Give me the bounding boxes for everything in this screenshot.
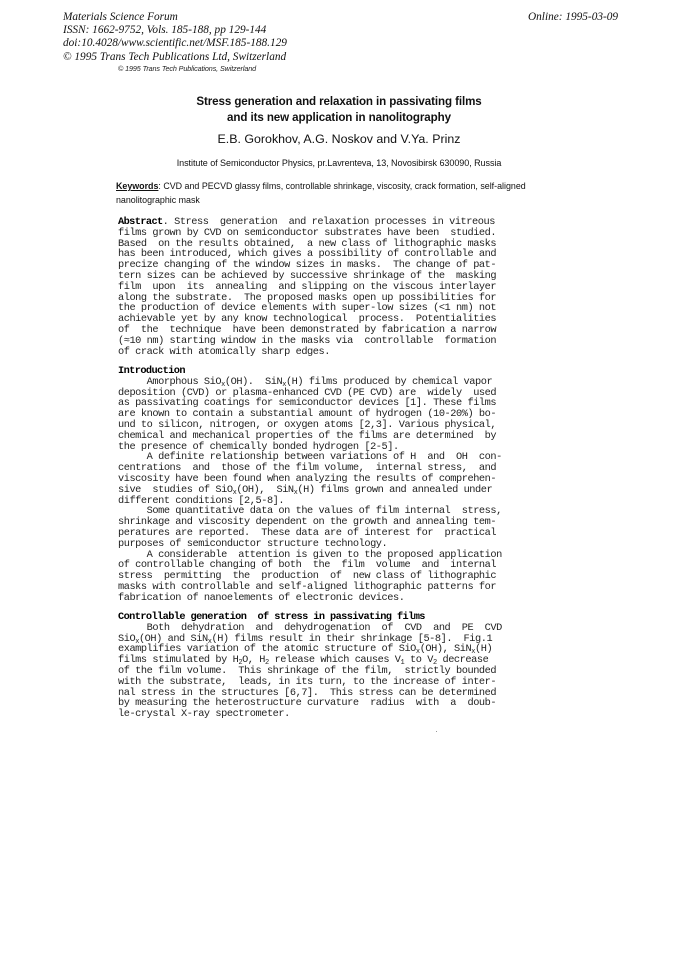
intro-line: chemical and mechanical properties of the films are determined by	[118, 429, 497, 442]
abstract-line: films grown by CVD on semiconductor substrates have been studied.	[118, 226, 497, 239]
keywords	[116, 180, 556, 207]
paper-affiliation: Institute of Semiconductor Physics, pr.Lavrenteva, 13, Novosibirsk 630090, Russia	[176, 158, 502, 168]
controllable-generation-section	[118, 612, 540, 720]
ctrl-line: examplifies variation of the atomic structure of SiO$_x$(OH), SiN$_x$(H)	[118, 643, 493, 657]
copyright-line: © 1995 Trans Tech Publications Ltd, Switzerland	[63, 50, 287, 63]
intro-line: the presence of chemically bonded hydrogen [2-5].	[118, 440, 399, 453]
intro-line: purposes of semiconductor structure technology.	[118, 537, 388, 550]
intro-line: are known to contain a substantial amount of hydrogen (10-20%) bo-	[118, 408, 497, 421]
abstract-line: film upon its annealing and slipping on the viscous interlayer	[118, 280, 497, 293]
small-copyright: © 1995 Trans Tech Publications, Switzerland	[118, 64, 257, 73]
abstract-line: has been introduced, which gives a possibility of controllable and	[118, 248, 497, 261]
ctrl-line: le-crystal X-ray spectrometer.	[118, 708, 290, 721]
abstract-line: Abstract. Stress generation and relaxation processes in vitreous	[118, 216, 495, 228]
issn-line: ISSN: 1662-9752, Vols. 185-188, pp 129-144	[63, 24, 267, 37]
paper-title	[0, 94, 678, 125]
online-date: Online: 1995-03-09	[528, 11, 619, 23]
intro-line: as passivating coatings for semiconductor devices [1]. These films	[118, 397, 497, 410]
intro-line: und to silicon, nitrogen, or oxygen atoms [2,3]. Various physical,	[118, 418, 497, 431]
intro-line: A considerable attention is given to the proposed application	[118, 548, 502, 561]
abstract-line: of the technique have been demonstrated by fabrication a narrow	[118, 323, 497, 336]
ctrl-line: films stimulated by $H_2O$, $H_2$ release which causes $V_1$ to $V_2$ decrease	[118, 654, 489, 668]
intro-line: sive studies of SiO$_x$(OH), SiN$_x$(H) films grown and annealed under	[118, 483, 493, 497]
ctrl-line: by measuring the heterostructure curvature radius with a doub-	[118, 697, 497, 710]
abstract-line: tern sizes can be achieved by successive shrinkage of the masking	[118, 269, 497, 282]
journal-header	[63, 11, 287, 64]
abstract-line: along the substrate. The proposed masks open up possibilities for	[118, 291, 497, 304]
abstract-line: the production of device elements with super-low sizes (<1 nm) not	[118, 302, 497, 315]
intro-line: of controllable changing of both the film volume and internal	[118, 559, 497, 572]
journal-name: Materials Science Forum	[63, 11, 178, 23]
scan-speck	[436, 731, 437, 732]
abstract-line: (≈10 nm) starting window in the masks via controllable formation	[118, 334, 497, 347]
introduction-heading: Introduction	[118, 365, 185, 377]
intro-line: peratures are reported. These data are of interest for practical	[118, 526, 497, 539]
keywords-text: : CVD and PECVD glassy films, controllable shrinkage, viscosity, crack formation, self-aligned nanolitographic mask	[116, 181, 526, 205]
abstract-line: Based on the results obtained, a new class of lithographic masks	[118, 237, 497, 250]
intro-line: Amorphous SiO$_x$(OH). SiN$_x$(H) films produced by chemical vapor	[118, 375, 493, 389]
abstract-label: Abstract	[118, 216, 163, 228]
intro-line: A definite relationship between variations of H and OH con-	[118, 451, 502, 464]
introduction-section	[118, 366, 540, 604]
intro-line: stress permitting the production of new class of lithographic	[118, 570, 497, 583]
ctrl-line: of the film volume. This shrinkage of the film, strictly bounded	[118, 664, 497, 677]
intro-line: Some quantitative data on the values of film internal stress,	[118, 505, 502, 518]
intro-line: centrations and those of the film volume, internal stress, and	[118, 462, 497, 475]
abstract-line: precize changing of the window sizes in masks. The change of pat-	[118, 259, 497, 272]
abstract-section	[118, 217, 540, 357]
intro-line: viscosity have been found when analyzing the results of comprehen-	[118, 472, 497, 485]
controllable-heading: Controllable generation of stress in passivating films	[118, 611, 425, 623]
ctrl-line: with the substrate, leads, in its turn, to the increase of inter-	[118, 675, 497, 688]
intro-line: different conditions [2,5-8].	[118, 494, 285, 507]
abstract-line: achievable yet by any know technological process. Potentialities	[118, 313, 497, 326]
paper-authors: E.B. Gorokhov, A.G. Noskov and V.Ya. Prinz	[217, 132, 461, 146]
ctrl-line: SiO$_x$(OH) and SiN$_x$(H) films result in their shrinkage [5-8]. Fig.1	[118, 632, 493, 646]
doi-link[interactable]: doi:10.4028/www.scientific.net/MSF.185-188.129	[63, 37, 287, 50]
intro-line: fabrication of nanoelements of electronic devices.	[118, 591, 405, 604]
ctrl-line: Both dehydration and dehydrogenation of CVD and PE CVD	[118, 621, 502, 634]
title-line-1: Stress generation and relaxation in passivating films	[196, 95, 482, 108]
intro-line: deposition (CVD) or plasma-enhanced CVD (PE CVD) are widely used	[118, 386, 497, 399]
keywords-label: Keywords	[116, 181, 159, 191]
intro-line: masks with controllable and self-aligned lithographic patterns for	[118, 580, 497, 593]
intro-line: shrinkage and viscosity dependent on the growth and annealing tem-	[118, 516, 497, 529]
abstract-line: of crack with atomically sharp edges.	[118, 345, 330, 358]
title-line-2: and its new application in nanolitography	[227, 110, 451, 124]
ctrl-line: nal stress in the structures [6,7]. This stress can be determined	[118, 686, 497, 699]
